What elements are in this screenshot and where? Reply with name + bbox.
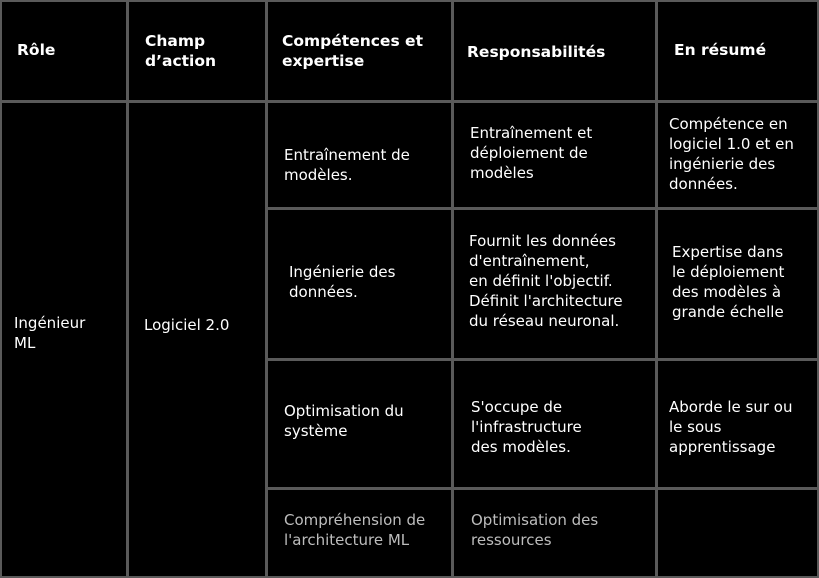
header-skills: Compétences et expertise [268,2,451,100]
header-responsibilities: Responsabilités [454,2,655,100]
summary-cell [658,490,817,576]
summary-cell: Expertise dans le déploiement des modèles à grande échelle [658,210,817,358]
role-cell: Ingénieur ML [2,103,126,576]
header-role: Rôle [2,2,126,100]
responsibility-cell: S'occupe de l'infrastructure des modèles. [454,361,655,487]
header-scope: Champ d’action [129,2,265,100]
header-summary: En résumé [658,2,817,100]
summary-cell: Aborde le sur ou le sous apprentissage [658,361,817,487]
scope-cell: Logiciel 2.0 [129,103,265,576]
responsibility-cell: Optimisation des ressources [454,490,655,576]
skill-cell: Compréhension de l'architecture ML [268,490,451,576]
responsibility-cell: Fournit les données d'entraînement, en définit l'objectif. Définit l'architecture du réseau neuronal. [454,210,655,358]
summary-cell: Compétence en logiciel 1.0 et en ingénierie des données. [658,103,817,207]
skill-cell: Entraînement de modèles. [268,103,451,207]
responsibility-cell: Entraînement et déploiement de modèles [454,103,655,207]
skill-cell: Ingénierie des données. [268,210,451,358]
skill-cell: Optimisation du système [268,361,451,487]
